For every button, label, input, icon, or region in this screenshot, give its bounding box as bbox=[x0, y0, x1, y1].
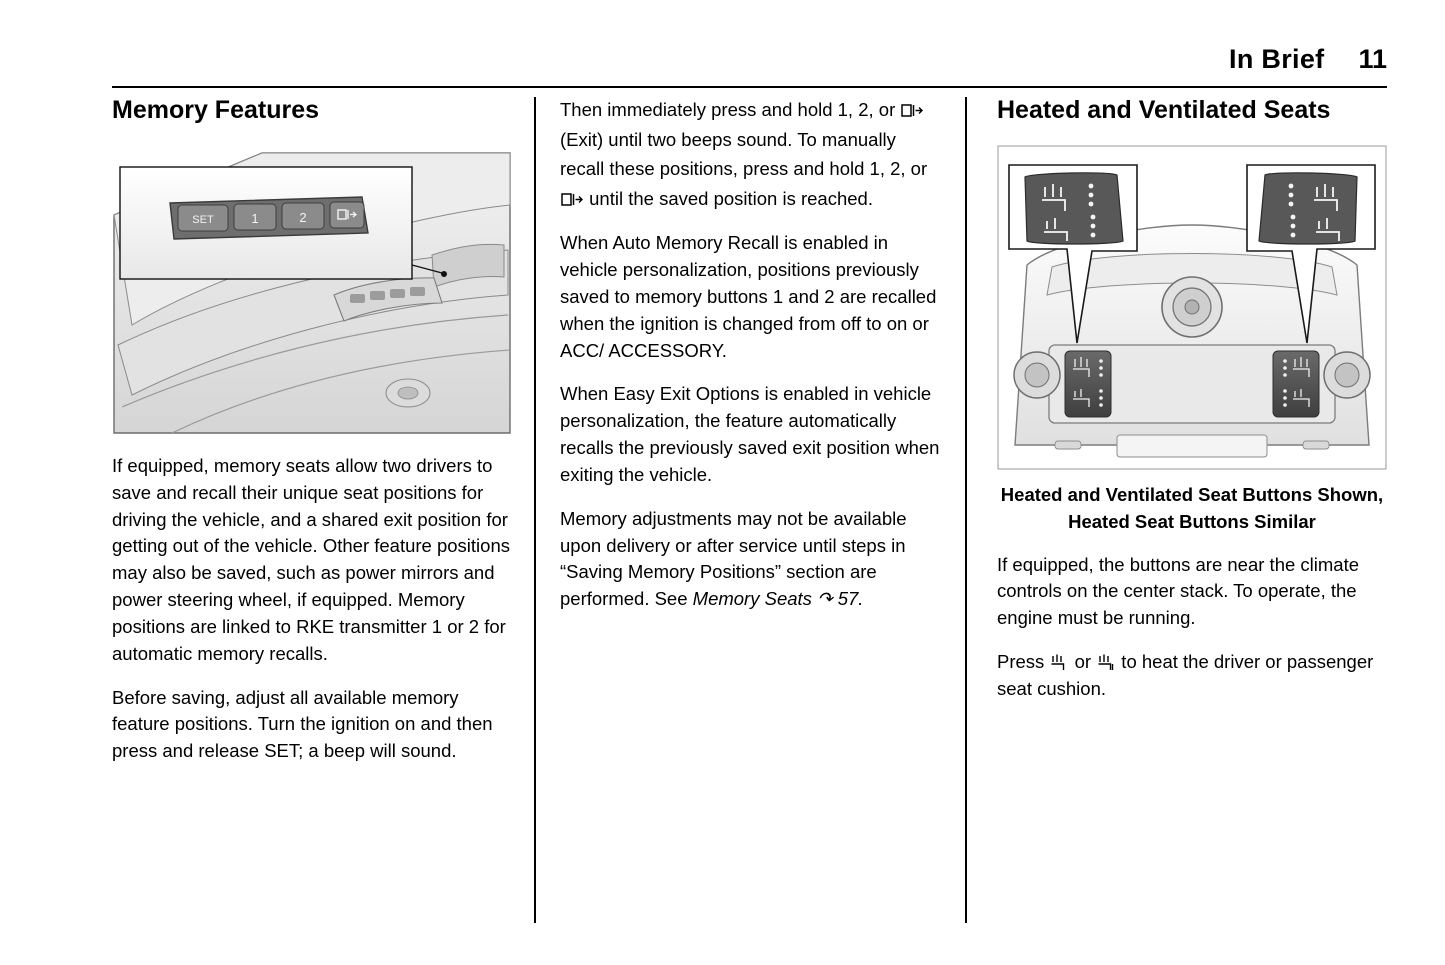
section-title-heated-ventilated-seats: Heated and Ventilated Seats bbox=[997, 96, 1331, 124]
col1-paragraph-1: If equipped, memory seats allow two drivers to save and recall their unique seat positions for driving the vehicle, and a shared exit position for getting out of the vehicle. Other feature positions may also be saved, such as power mirrors and power steering wheel, if equipped. Memory positions are linked to RKE transmitter 1 or 2 for automatic memory recalls. bbox=[112, 455, 510, 664]
seat-cushion-heat-icon bbox=[1049, 653, 1069, 672]
figure-caption: Heated and Ventilated Seat Buttons Shown, Heated Seat Buttons Similar bbox=[1000, 484, 1384, 532]
col2-paragraph-1 bbox=[560, 95, 943, 213]
page-title: In Brief bbox=[1229, 44, 1325, 74]
center-stack-figure bbox=[997, 145, 1387, 470]
section-title-memory-features: Memory Features bbox=[112, 96, 320, 124]
column-three bbox=[967, 95, 1387, 925]
page-number: 11 bbox=[1358, 44, 1387, 74]
page-header bbox=[1229, 44, 1387, 75]
col2-paragraph-3: When Easy Exit Options is enabled in vehicle personalization, the feature automatically recalls the previously saved exit position when exiting the vehicle. bbox=[560, 383, 940, 485]
col2-p1-text-b: (Exit) until two beeps sound. To manually recall these positions, press and hold 1, 2, or bbox=[560, 128, 928, 180]
col2-p1-text-c: until the saved position is reached. bbox=[584, 187, 873, 209]
door-panel-illustration bbox=[112, 145, 512, 435]
col3-paragraph-2 bbox=[997, 649, 1387, 703]
exit-seat-icon bbox=[560, 187, 584, 204]
memory-button-2-label: 2 bbox=[299, 210, 307, 225]
header-divider-rule bbox=[112, 86, 1387, 88]
col3-p2-text-a: Press bbox=[997, 651, 1050, 673]
col3-p2-text-c: to heat the driver or passenger seat cushion. bbox=[997, 651, 1374, 699]
page-columns bbox=[112, 95, 1387, 925]
col2-paragraph-2: When Auto Memory Recall is enabled in vehicle personalization, positions previously saved to memory buttons 1 and 2 are recalled when the ignition is changed from off to on or ACC/ ACCESSORY. bbox=[560, 232, 937, 361]
column-one bbox=[112, 95, 534, 925]
col3-paragraph-1: If equipped, the buttons are near the climate controls on the center stack. To operate, the engine must be running. bbox=[997, 553, 1360, 629]
cross-reference-page: 57. bbox=[832, 588, 864, 610]
exit-seat-icon bbox=[900, 98, 924, 115]
center-stack-illustration bbox=[997, 145, 1387, 470]
seat-cushion-heat-icon bbox=[1096, 653, 1116, 672]
col2-p4-text-a: Memory adjustments may not be available upon delivery or after service until steps in “Saving Memory Positions” section are performed. See bbox=[560, 507, 907, 610]
door-memory-switch-figure bbox=[112, 145, 512, 435]
cross-reference-title: Memory Seats bbox=[692, 588, 812, 610]
col2-paragraph-4 bbox=[560, 506, 943, 613]
memory-button-set-label: SET bbox=[192, 214, 214, 226]
col3-p2-text-b: or bbox=[1069, 651, 1097, 673]
memory-button-1-label: 1 bbox=[251, 211, 259, 226]
column-two bbox=[536, 95, 965, 925]
cross-reference-arrow-icon: ↷ bbox=[817, 588, 833, 610]
col2-p1-text-a: Then immediately press and hold 1, 2, or bbox=[560, 99, 901, 120]
col1-paragraph-2: Before saving, adjust all available memory feature positions. Turn the ignition on and then press and release SET; a beep will sound. bbox=[112, 686, 493, 762]
